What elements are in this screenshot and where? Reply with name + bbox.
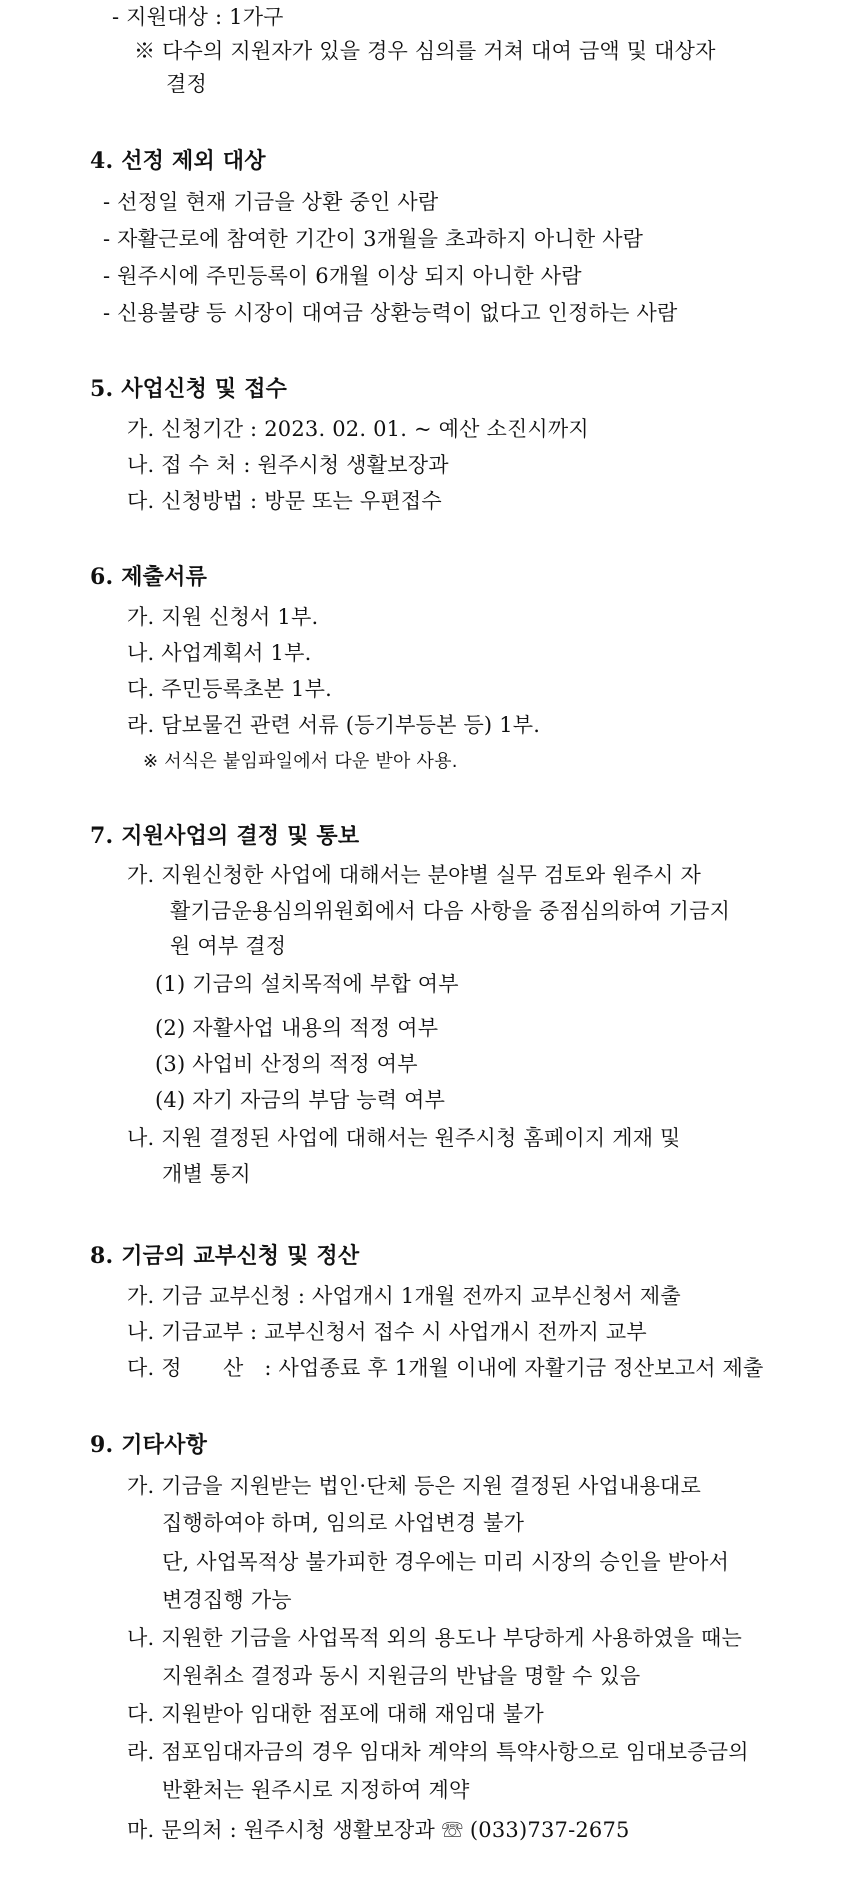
section-7-na-line: 나. 지원 결정된 사업에 대해서는 원주시청 홈페이지 게재 및 <box>127 1126 681 1150</box>
section-5-item: 다. 신청방법 : 방문 또는 우편접수 <box>127 489 442 513</box>
section-9-line: 다. 지원받아 임대한 점포에 대해 재임대 불가 <box>127 1702 544 1726</box>
section-5-item: 가. 신청기간 : 2023. 02. 01. ~ 예산 소진시까지 <box>127 417 589 441</box>
settlement-label: 다. 정 산 <box>127 1356 244 1380</box>
section-9-line: 라. 점포임대자금의 경우 임대차 계약의 특약사항으로 임대보증금의 <box>127 1740 749 1764</box>
section-7-ga-line: 활기금운용심의위원회에서 다음 사항을 중점심의하여 기금지 <box>170 899 731 923</box>
section-9-line: 가. 기금을 지원받는 법인·단체 등은 지원 결정된 사업내용대로 <box>127 1474 702 1498</box>
section-7-ga-line: 원 여부 결정 <box>170 934 287 958</box>
document-item: 가. 지원 신청서 1부. <box>127 605 319 629</box>
section-5-heading: 5. 사업신청 및 접수 <box>90 376 288 402</box>
section-9-line: 반환처는 원주시로 지정하여 계약 <box>162 1778 470 1802</box>
section-7-ga-line: 가. 지원신청한 사업에 대해서는 분야별 실무 검토와 원주시 자 <box>127 863 702 887</box>
contact-line: 마. 문의처 : 원주시청 생활보장과 ☏ (033)737-2675 <box>127 1818 630 1842</box>
note-line-continued: 결정 <box>166 72 207 96</box>
section-9-heading: 9. 기타사항 <box>90 1432 208 1458</box>
section-9-line: 지원취소 결정과 동시 지원금의 반납을 명할 수 있음 <box>162 1664 641 1688</box>
section-8-item: 나. 기금교부 : 교부신청서 접수 시 사업개시 전까지 교부 <box>127 1320 647 1344</box>
forms-note: ※ 서식은 붙임파일에서 다운 받아 사용. <box>143 751 458 772</box>
criteria-item: (2) 자활사업 내용의 적정 여부 <box>155 1016 439 1040</box>
section-4-item: - 선정일 현재 기금을 상환 중인 사람 <box>103 190 439 214</box>
document-item: 나. 사업계획서 1부. <box>127 641 312 665</box>
section-7-na-line: 개별 통지 <box>162 1162 251 1186</box>
criteria-item: (3) 사업비 산정의 적정 여부 <box>155 1052 418 1076</box>
section-8-heading: 8. 기금의 교부신청 및 정산 <box>90 1243 360 1269</box>
section-9-line: 변경집행 가능 <box>162 1588 292 1612</box>
section-8-item-settlement <box>127 1354 764 1382</box>
section-9-line: 나. 지원한 기금을 사업목적 외의 용도나 부당하게 사용하였을 때는 <box>127 1626 742 1650</box>
section-4-item: - 신용불량 등 시장이 대여금 상환능력이 없다고 인정하는 사람 <box>103 301 678 325</box>
section-9-line: 단, 사업목적상 불가피한 경우에는 미리 시장의 승인을 받아서 <box>162 1550 730 1574</box>
section-4-heading: 4. 선정 제외 대상 <box>90 148 266 174</box>
settlement-value: : 사업종료 후 1개월 이내에 자활기금 정산보고서 제출 <box>264 1356 764 1380</box>
note-line: ※ 다수의 지원자가 있을 경우 심의를 거쳐 대여 금액 및 대상자 <box>134 39 716 63</box>
section-4-item: - 원주시에 주민등록이 6개월 이상 되지 아니한 사람 <box>103 264 582 288</box>
document-item: 다. 주민등록초본 1부. <box>127 677 332 701</box>
section-5-item: 나. 접 수 처 : 원주시청 생활보장과 <box>127 453 449 477</box>
support-target-line: - 지원대상 : 1가구 <box>112 5 284 29</box>
criteria-item: (1) 기금의 설치목적에 부합 여부 <box>155 972 459 996</box>
section-7-heading: 7. 지원사업의 결정 및 통보 <box>90 823 360 849</box>
criteria-item: (4) 자기 자금의 부담 능력 여부 <box>155 1088 446 1112</box>
section-4-item: - 자활근로에 참여한 기간이 3개월을 초과하지 아니한 사람 <box>103 227 644 251</box>
document-item: 라. 담보물건 관련 서류 (등기부등본 등) 1부. <box>127 713 541 737</box>
section-6-heading: 6. 제출서류 <box>90 564 208 590</box>
section-8-item: 가. 기금 교부신청 : 사업개시 1개월 전까지 교부신청서 제출 <box>127 1284 681 1308</box>
section-9-line: 집행하여야 하며, 임의로 사업변경 불가 <box>162 1511 525 1535</box>
